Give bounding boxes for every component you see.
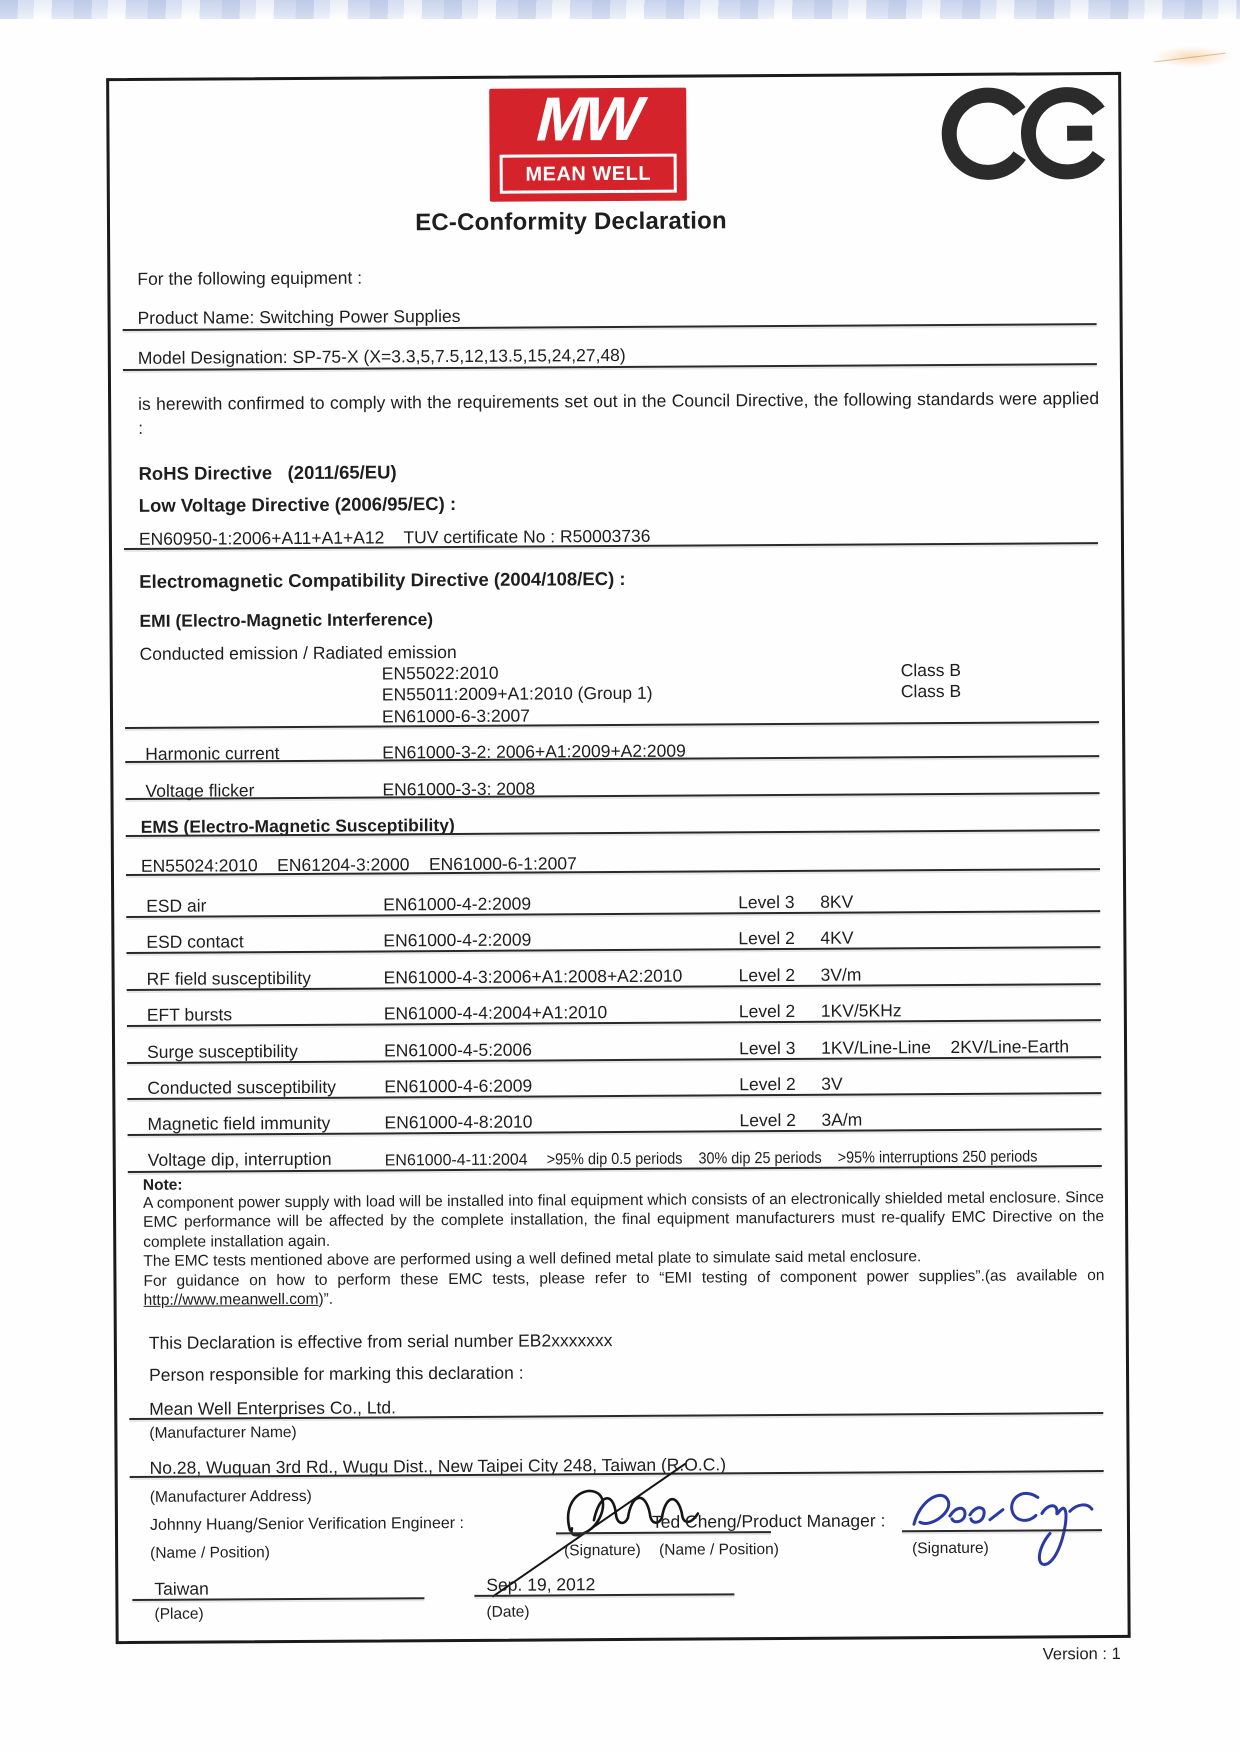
emission-standard: EN61000-6-3:2007 <box>381 705 530 727</box>
voltage-dip-standard: EN61000-4-11:2004 <box>384 1151 528 1170</box>
signer1-name: Johnny Huang/Senior Verification Engineer : <box>149 1514 464 1534</box>
row-value: 3A/m <box>821 1109 863 1130</box>
emission-standard: EN55022:2010 <box>381 662 499 684</box>
voltage-dip-values: >95% dip 0.5 periods 30% dip 25 periods >95% interruptions 250 periods <box>546 1148 1038 1169</box>
rohs-directive-heading: RoHS Directive (2011/65/EU) <box>138 461 397 484</box>
row-level: Level 2 <box>738 964 796 986</box>
note-para2: The EMC tests mentioned above are performed using a well defined metal plate to simulate said metal enclosure. <box>143 1248 922 1271</box>
row-level: Level 2 <box>738 1000 796 1022</box>
flicker-label: Voltage flicker <box>145 780 255 801</box>
row-level: Level 3 <box>738 1037 796 1059</box>
row-standard: EN61000-4-3:2006+A1:2008+A2:2010 <box>383 965 683 988</box>
emission-row-label: Conducted emission / Radiated emission <box>139 641 457 664</box>
emc-directive-heading: Electromagnetic Compatibility Directive (2004/108/EC) : <box>139 567 626 592</box>
low-voltage-directive-heading: Low Voltage Directive (2006/95/EC) : <box>138 492 457 516</box>
row-label: ESD contact <box>146 931 244 952</box>
product-name-line: Product Name: Switching Power Supplies <box>137 305 461 328</box>
row-label: Surge susceptibility <box>147 1040 298 1062</box>
row-label: EFT bursts <box>146 1004 233 1025</box>
caption-signature-2: (Signature) <box>912 1539 989 1558</box>
row-label: RF field susceptibility <box>146 967 312 989</box>
row-value: 3V/m <box>820 964 862 985</box>
emi-heading: EMI (Electro-Magnetic Interference) <box>139 609 434 631</box>
note-para1: A component power supply with load will be installed into final equipment which consists of an electronically shielded metal enclosure. Since EMC performance will be affected by the complete installation, the final equipment manufacturers must re-qualify EMC Directive on the complete installation again. <box>142 1189 1105 1251</box>
caption-signature-1: (Signature) <box>564 1541 641 1560</box>
emission-class: Class B <box>900 659 962 681</box>
meanwell-url: http://www.meanwell.com <box>143 1290 319 1309</box>
confirmation-paragraph: is herewith confirmed to comply with the requirements set out in the Council Directive, the following standards were applied : <box>138 388 1100 438</box>
row-value: 8KV <box>820 891 854 912</box>
note-heading: Note: <box>142 1176 183 1194</box>
equipment-intro: For the following equipment : <box>137 267 363 289</box>
date-caption: (Date) <box>486 1603 530 1621</box>
model-designation-line: Model Designation: SP-75-X (X=3.3,5,7.5,12,13.5,15,24,27,48) <box>137 344 626 368</box>
date-value: Sep. 19, 2012 <box>486 1574 596 1595</box>
place-caption: (Place) <box>154 1605 204 1623</box>
flicker-standard: EN61000-3-3: 2008 <box>382 778 536 800</box>
lvd-standard-line: EN60950-1:2006+A11+A1+A12 TUV certificate No : R50003736 <box>138 525 651 549</box>
ems-heading: EMS (Electro-Magnetic Susceptibility) <box>140 815 455 837</box>
logo-wordmark: MEAN WELL <box>500 154 677 194</box>
harmonic-standard: EN61000-3-2: 2006+A1:2009+A2:2009 <box>382 740 686 763</box>
row-standard: EN61000-4-2:2009 <box>383 893 532 915</box>
row-standard: EN61000-4-8:2010 <box>384 1111 533 1133</box>
row-level: Level 2 <box>739 1073 796 1095</box>
document-title: EC-Conformity Declaration <box>415 207 727 237</box>
row-standard: EN61000-4-4:2004+A1:2010 <box>383 1002 608 1024</box>
row-value: 1KV/Line-Line 2KV/Line-Earth <box>820 1036 1070 1058</box>
emission-standard: EN55011:2009+A1:2010 (Group 1) <box>381 682 653 705</box>
version-label: Version : 1 <box>1042 1644 1121 1664</box>
serial-line: This Declaration is effective from serial number EB2xxxxxxx <box>148 1330 613 1353</box>
voltage-dip-label: Voltage dip, interruption <box>147 1148 332 1170</box>
row-standard: EN61000-4-5:2006 <box>384 1039 533 1061</box>
note-para3: For guidance on how to perform these EMC tests, please refer to “EMI testing of component power supplies”.(as available on http://www.meanwell.com)”. <box>143 1266 1105 1309</box>
row-level: Level 2 <box>738 927 795 949</box>
row-level: Level 3 <box>738 891 795 913</box>
row-standard: EN61000-4-6:2009 <box>384 1075 533 1097</box>
harmonic-label: Harmonic current <box>145 743 280 764</box>
caption-name-position-1: (Name / Position) <box>150 1544 270 1562</box>
row-label: ESD air <box>146 895 207 916</box>
row-value: 3V <box>821 1073 843 1094</box>
manufacturer-name: Mean Well Enterprises Co., Ltd. <box>149 1397 397 1419</box>
meanwell-logo <box>489 84 687 202</box>
signer2-name: Ted Cheng/Product Manager : <box>651 1510 886 1532</box>
manufacturer-address-caption: (Manufacturer Address) <box>149 1487 312 1506</box>
note-paragraph <box>143 1188 1105 1310</box>
place-value: Taiwan <box>154 1578 209 1599</box>
manufacturer-address: No.28, Wuquan 3rd Rd., Wugu Dist., New Taipei City 248, Taiwan (R.O.C.) <box>149 1454 727 1478</box>
row-value: 1KV/5KHz <box>820 1000 902 1021</box>
ems-general-standards: EN55024:2010 EN61204-3:2000 EN61000-6-1:2007 <box>140 853 577 876</box>
manufacturer-name-caption: (Manufacturer Name) <box>149 1423 297 1442</box>
row-level: Level 2 <box>739 1109 796 1131</box>
row-value: 4KV <box>820 927 854 948</box>
ce-mark-icon <box>941 83 1114 184</box>
row-label: Conducted susceptibility <box>147 1076 337 1098</box>
emission-class: Class B <box>900 680 962 702</box>
row-standard: EN61000-4-2:2009 <box>383 929 532 951</box>
person-line: Person responsible for marking this declaration : <box>148 1362 524 1385</box>
caption-name-position-2: (Name / Position) <box>659 1541 779 1559</box>
logo-monogram: MW <box>529 84 647 155</box>
row-label: Magnetic field immunity <box>147 1112 331 1134</box>
